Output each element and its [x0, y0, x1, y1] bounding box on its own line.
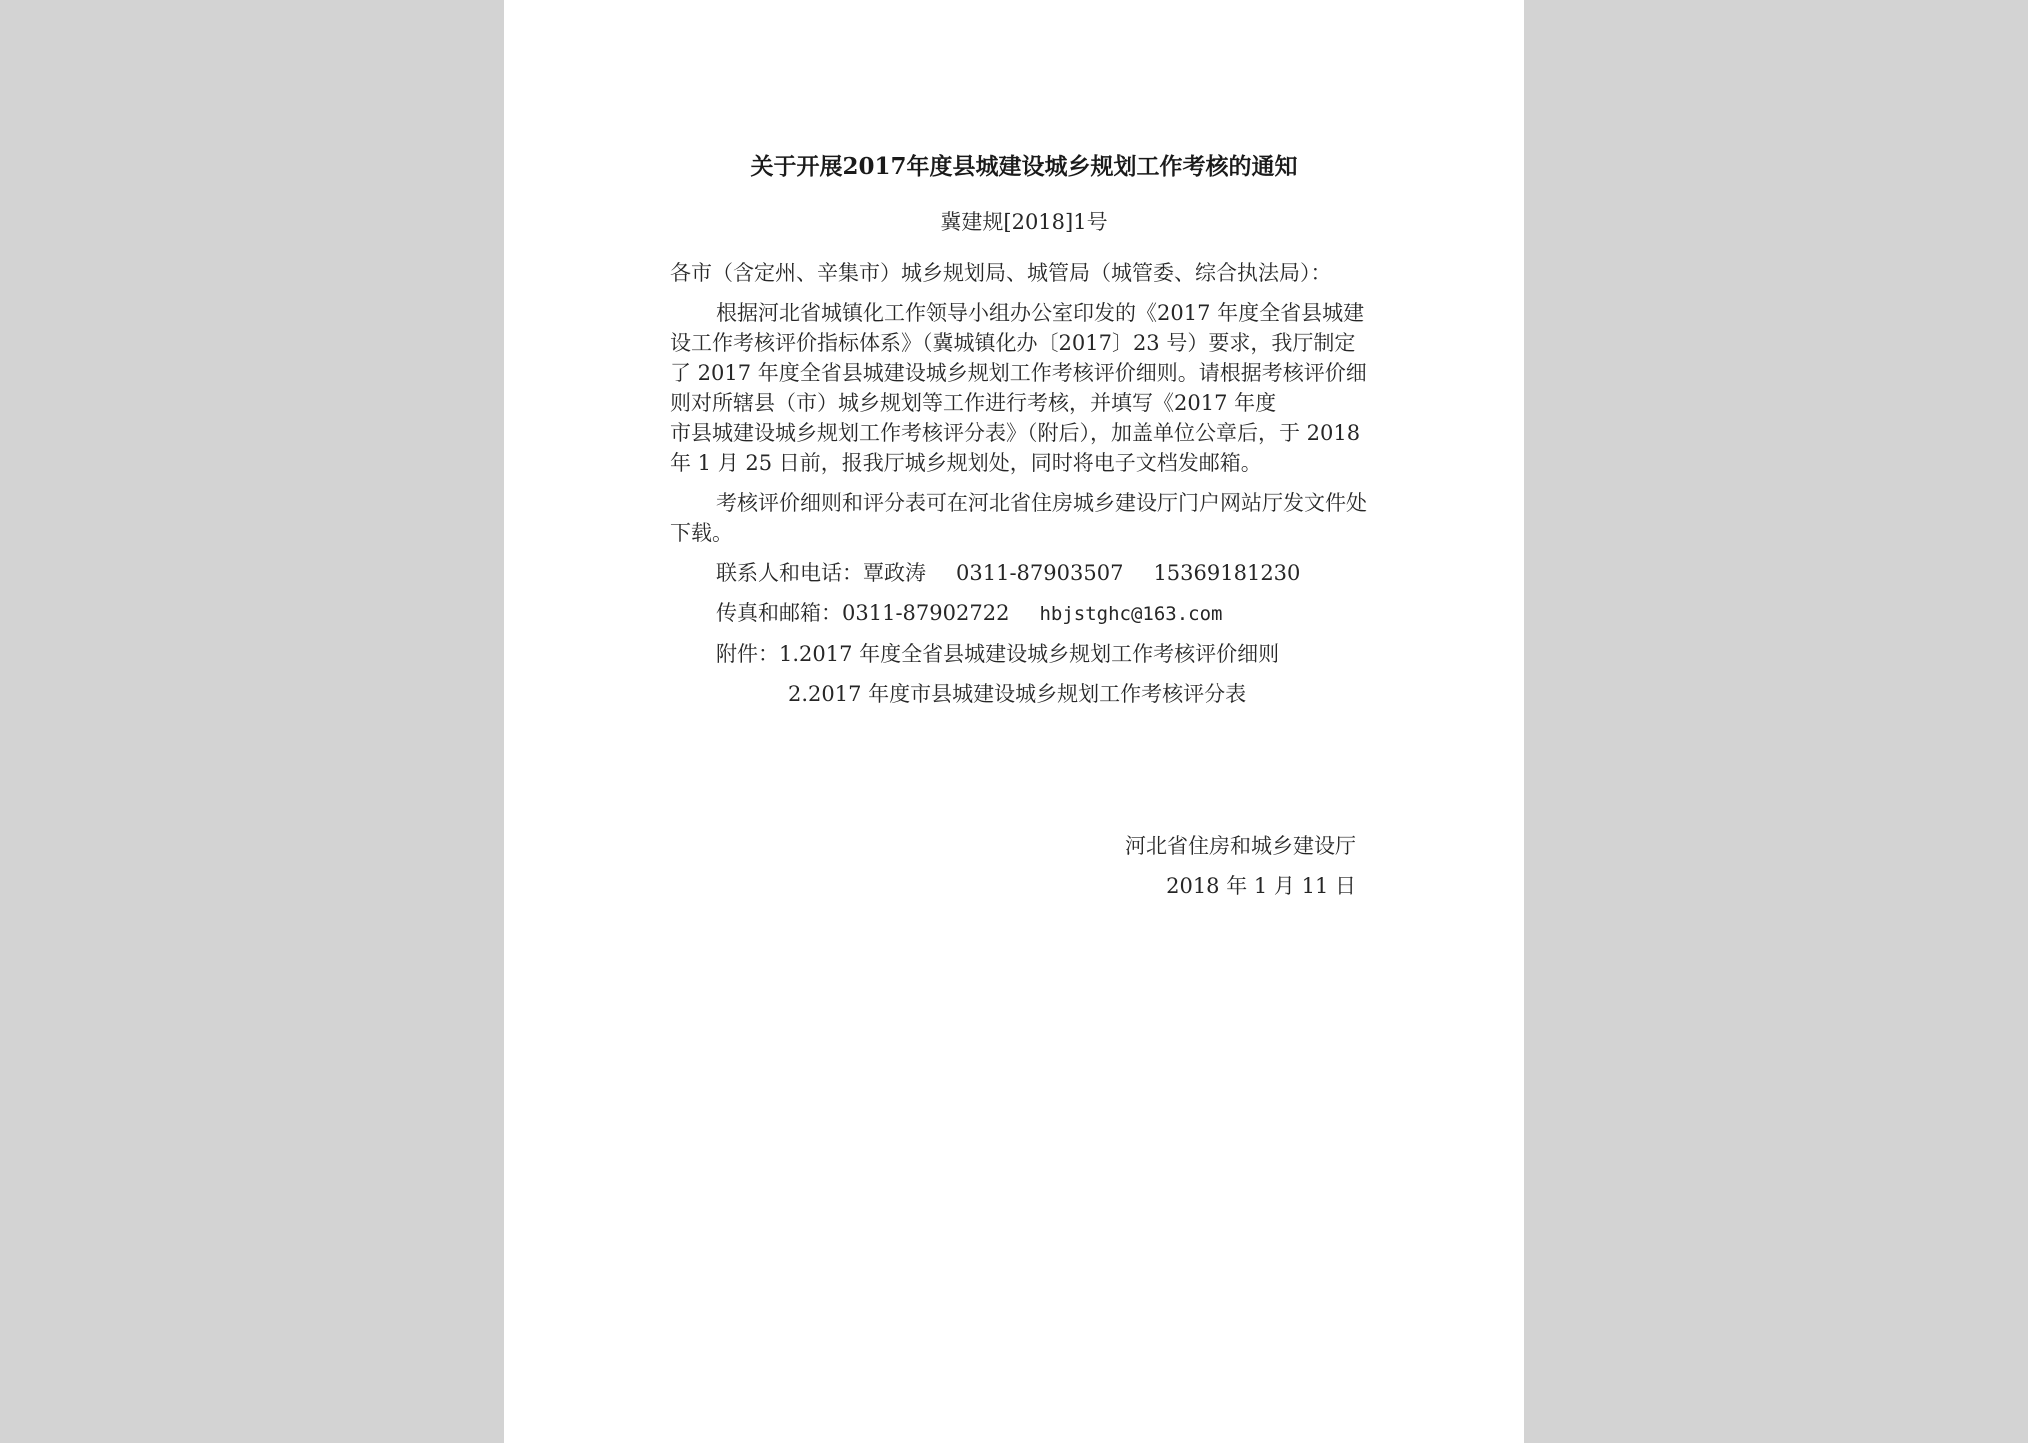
- attachment-2: 2.2017 年度市县城建设城乡规划工作考核评分表: [788, 682, 1247, 706]
- paragraph-main: 根据河北省城镇化工作领导小组办公室印发的《2017 年度全省县城建设工作考核评价指标体系》（冀城镇化办〔2017〕23 号）要求，我厅制定了 2017 年度全省县城建设城乡规划工作考核评价细则。请根据考核评价细则对所辖县（市）城乡规划等工作进行考核，并填写《2017 年度 市县城建设城乡规划工作考核评分表》（附后），加盖单位公章后，于 2018 年 1 月 25 日前，报我厅城乡规划处，同时将电子文档发邮箱。: [670, 301, 1367, 475]
- document-body: [670, 258, 1374, 709]
- fax-label: 传真和邮箱：0311-87902722: [716, 601, 1010, 625]
- contact-phone-1: 0311-87903507: [956, 561, 1124, 585]
- paragraph-download: 考核评价细则和评分表可在河北省住房城乡建设厅门户网站厅发文件处下载。: [670, 491, 1367, 545]
- contact-line: [670, 558, 1374, 588]
- document-page: [504, 0, 1524, 1443]
- issue-date: 2018 年 1 月 11 日: [1166, 874, 1356, 898]
- contact-label: 联系人和电话：覃政涛: [716, 561, 926, 585]
- email-address: hbjstghc@163.com: [1039, 603, 1223, 625]
- attachment-1: 附件：1.2017 年度全省县城建设城乡规划工作考核评价细则: [716, 642, 1280, 666]
- signature-block: [1125, 826, 1356, 906]
- contact-phone-2: 15369181230: [1153, 561, 1301, 585]
- addressee: 各市（含定州、辛集市）城乡规划局、城管局（城管委、综合执法局）：: [670, 261, 1332, 285]
- fax-line: [670, 598, 1374, 629]
- issuer: 河北省住房和城乡建设厅: [1125, 834, 1356, 858]
- document-number: 冀建规[2018]1号: [940, 210, 1108, 234]
- document-title: 关于开展2017年度县城建设城乡规划工作考核的通知: [750, 153, 1298, 180]
